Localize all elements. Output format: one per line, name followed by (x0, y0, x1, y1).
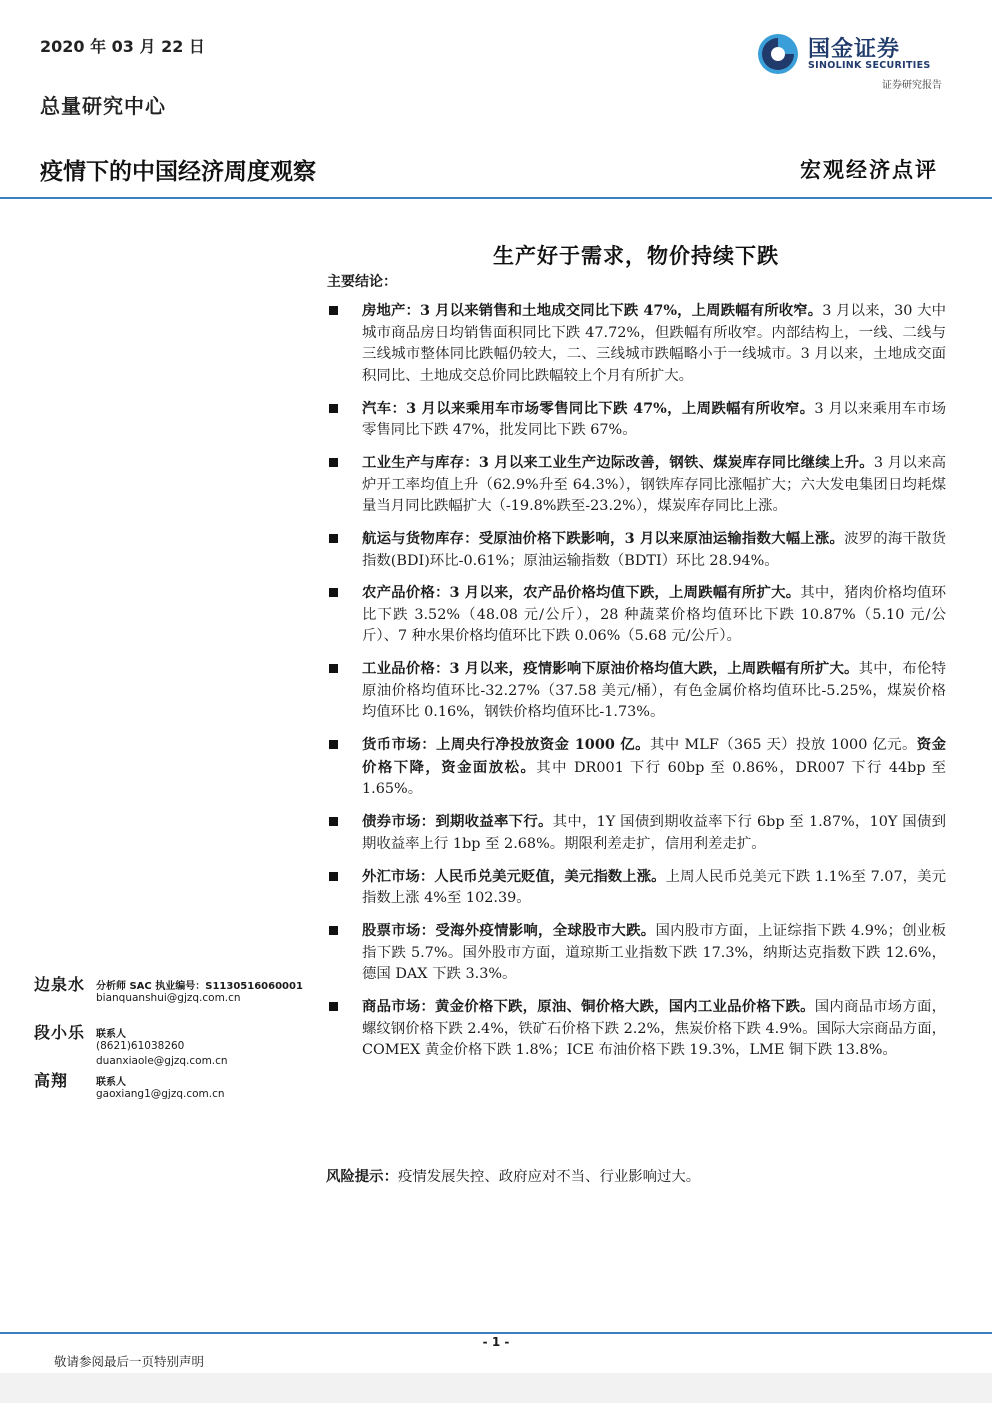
analyst-name: 高翔 (34, 1071, 69, 1090)
bullet-lead: 股票市场：受海外疫情影响，全球股市大跌。 (362, 921, 656, 939)
risk-label: 风险提示： (326, 1168, 398, 1185)
analyst-role: 联系人 (96, 1077, 126, 1088)
analyst-role: 联系人 (96, 1029, 126, 1040)
analyst-email[interactable]: duanxiaole@gjzq.com.cn (96, 1055, 228, 1067)
list-item (326, 528, 946, 572)
bullet-text: 其中 MLF（365 天）投放 1000 亿元。 (649, 737, 917, 754)
report-title: 疫情下的中国经济周度观察 (40, 159, 316, 185)
bullet-lead: 商品市场：黄金价格下跌，原油、铜价格大跌，国内工业品价格下跌。 (362, 997, 815, 1015)
bullet-lead: 工业生产与库存：3 月以来工业生产边际改善，钢铁、煤炭库存同比继续上升。 (362, 453, 874, 471)
list-item (326, 996, 946, 1062)
list-item (326, 920, 946, 986)
list-item (326, 811, 946, 855)
bullet-lead: 汽车：3 月以来乘用车市场零售同比下跌 47%，上周跌幅有所收窄。 (362, 399, 815, 417)
bullet-lead: 货币市场：上周央行净投放资金 1000 亿。 (362, 736, 650, 754)
conclusions-list (326, 300, 946, 1072)
bullet-lead: 农产品价格：3 月以来，农产品价格均值下跌，上周跌幅有所扩大。 (362, 584, 801, 602)
bullet-lead: 航运与货物库存：受原油价格下跌影响，3 月以来原油运输指数大幅上涨。 (362, 529, 845, 547)
bullet-text: 其中，布伦特原油价格均值环比-32.27%（37.58 美元/桶），有色金属价格均值环比-5.25%，煤炭价格均值环比 0.16%，钢铁价格均值环比-1.73%。 (362, 661, 946, 721)
bullet-text: 国内股市方面，上证综指下跌 4.9%；创业板指下跌 5.7%。国外股市方面，道琼斯工业指数下跌 17.3%，纳斯达克指数下跌 12.6%，德国 DAX 下跌 3.3%。 (362, 922, 946, 983)
bullet-lead: 工业品价格：3 月以来，疫情影响下原油价格均值大跌，上周跌幅有所扩大。 (362, 660, 859, 678)
logo-name-en: SINOLINK SECURITIES (808, 60, 931, 71)
bullet-text-2: 其中 DR001 下行 60bp 至 0.86%，DR007 下行 44bp 至 1.65%。 (362, 759, 946, 798)
analyst-list (34, 972, 304, 1116)
logo-tagline: 证券研究报告 (882, 80, 942, 91)
bullet-text: 波罗的海干散货指数(BDI)环比-0.61%；原油运输指数（BDTI）环比 28.94%。 (362, 530, 946, 569)
bullet-lead: 房地产：3 月以来销售和土地成交同比下跌 47%，上周跌幅有所收窄。 (362, 302, 823, 319)
page-number: - 1 - (482, 1335, 510, 1349)
list-item (326, 582, 946, 648)
bullet-square-icon (329, 458, 338, 467)
bullet-text: 国内商品市场方面，螺纹钢价格下跌 2.4%，铁矿石价格下跌 2.2%，焦炭价格下跌 4.9%。国际大宗商品方面，COMEX 黄金价格下跌 1.8%；ICE 布油价格下跌 19.3%，LME 铜下跌 13.8%。 (362, 998, 946, 1059)
department-name: 总量研究中心 (40, 94, 166, 118)
conclusions-label: 主要结论： (327, 274, 397, 290)
analyst-card (34, 1068, 304, 1116)
list-item (326, 658, 946, 724)
bullet-square-icon (329, 740, 338, 749)
bullet-text: 其中，猪肉价格均值环比下跌 3.52%（48.08 元/公斤），28 种蔬菜价格均值环比下跌 10.87%（5.10 元/公斤）、7 种水果价格均值环比下跌 0.06%（5.68 元/公斤）。 (362, 585, 946, 645)
bullet-text: 3 月以来，30 大中城市商品房日均销售面积同比下跌 47.72%，但跌幅有所收窄。内部结构上，一线、二线与三线城市整体同比跌幅仍较大，二、三线城市跌幅略小于一线城市。3 月以来，土地成交面积同比、土地成交总价同比跌幅较上个月有所扩大。 (362, 303, 946, 384)
risk-note (326, 1166, 946, 1189)
bullet-text: 其中，1Y 国债到期收益率下行 6bp 至 1.87%，10Y 国债到期收益率上行 1bp 至 2.68%。期限利差走扩，信用利差走扩。 (362, 814, 946, 852)
report-type: 宏观经济点评 (800, 157, 938, 182)
analyst-name: 段小乐 (34, 1023, 86, 1042)
bullet-square-icon (329, 872, 338, 881)
bullet-square-icon (329, 588, 338, 597)
analyst-role: 分析师 SAC 执业编号：S1130516060001 (96, 981, 303, 992)
bullet-text: 3 月以来乘用车市场零售同比下跌 47%，批发同比下跌 67%。 (362, 400, 946, 439)
report-date: 2020 年 03 月 22 日 (40, 37, 205, 56)
bullet-square-icon (329, 404, 338, 413)
analyst-name: 边泉水 (34, 975, 86, 994)
footer-band (0, 1373, 992, 1403)
bullet-text: 上周人民币兑美元下跌 1.1%至 7.07，美元指数上涨 4%至 102.39。 (362, 868, 946, 907)
list-item (326, 398, 946, 442)
list-item (326, 734, 946, 801)
bullet-square-icon (329, 664, 338, 673)
list-item (326, 452, 946, 518)
disclaimer-note: 敬请参阅最后一页特别声明 (54, 1354, 205, 1369)
logo-name-cn: 国金证券 (808, 37, 901, 62)
bullet-lead-2: 资金价格下降，资金面放松。 (362, 736, 946, 776)
analyst-email[interactable]: bianquanshui@gjzq.com.cn (96, 992, 241, 1004)
bullet-lead: 债券市场：到期收益率下行。 (362, 813, 553, 831)
bullet-square-icon (329, 926, 338, 935)
list-item (326, 300, 946, 387)
company-logo (756, 32, 948, 92)
bullet-square-icon (329, 1002, 338, 1011)
analyst-phone: (8621)61038260 (96, 1040, 185, 1052)
bullet-square-icon (329, 817, 338, 826)
footer-divider (0, 1332, 992, 1334)
bullet-square-icon (329, 534, 338, 543)
analyst-card (34, 972, 304, 1020)
analyst-email[interactable]: gaoxiang1@gjzq.com.cn (96, 1088, 225, 1100)
risk-text: 疫情发展失控、政府应对不当、行业影响过大。 (397, 1169, 701, 1185)
sinolink-logo-icon (756, 32, 800, 76)
bullet-square-icon (329, 306, 338, 315)
bullet-text: 3 月以来高炉开工率均值上升（62.9%升至 64.3%），钢铁库存同比涨幅扩大；六大发电集团日均耗煤量当月同比跌幅扩大（-19.8%跌至-23.2%），煤炭库存同比上涨。 (362, 454, 946, 515)
main-headline: 生产好于需求，物价持续下跌 (493, 243, 779, 268)
header-divider (0, 197, 992, 199)
analyst-card (34, 1020, 304, 1068)
bullet-lead: 外汇市场：人民币兑美元贬值，美元指数上涨。 (362, 867, 666, 885)
list-item (326, 866, 946, 910)
